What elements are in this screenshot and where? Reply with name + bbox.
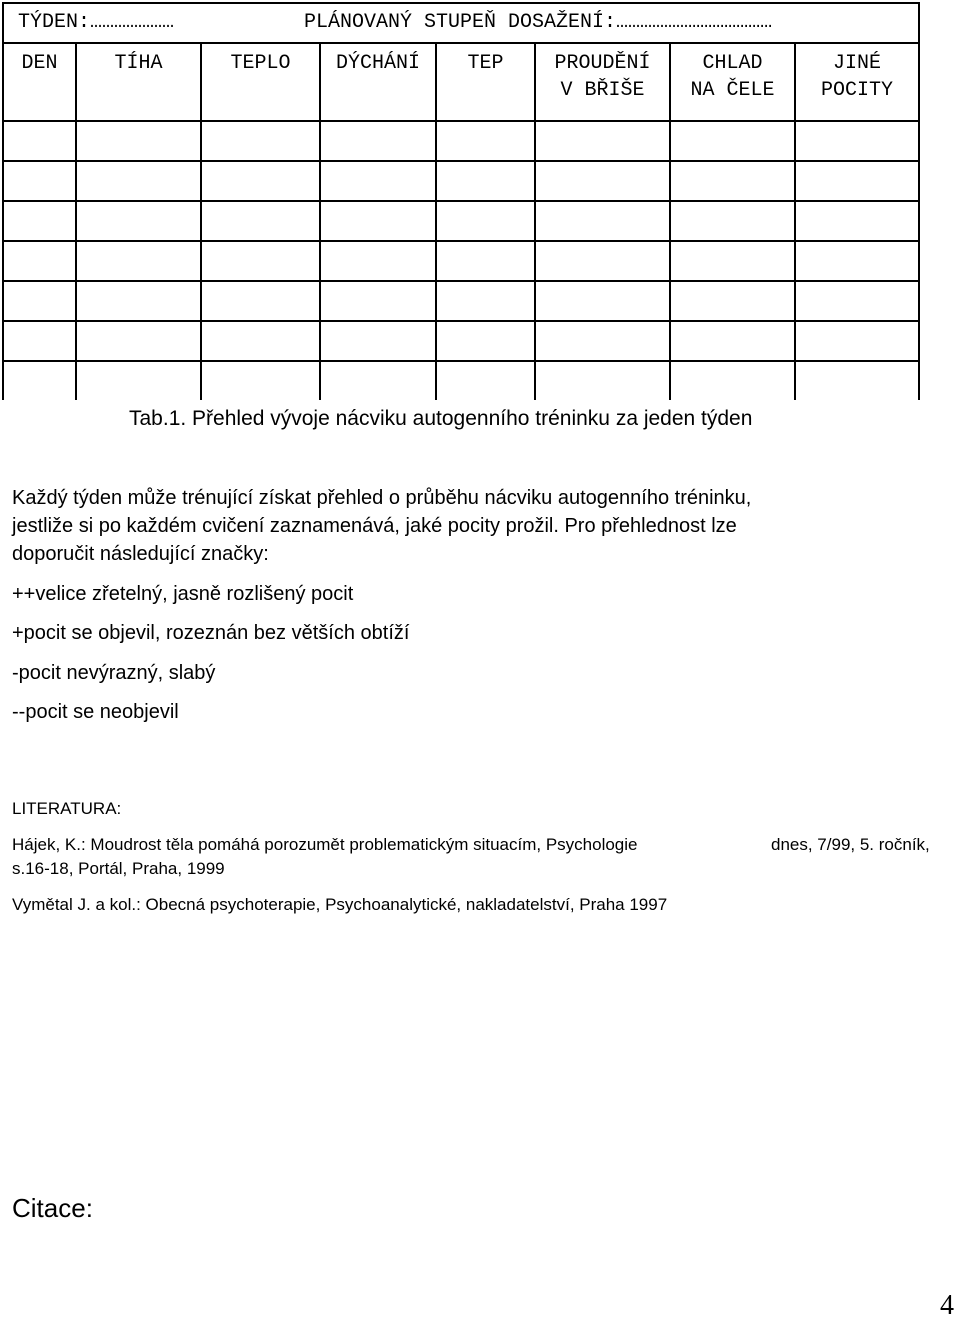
col-header-heaviness: TÍHA bbox=[76, 43, 201, 121]
paragraph-line-2: jestliže si po každém cvičení zaznamenává, jaké pocity prožil. Pro přehlednost lze bbox=[12, 515, 737, 537]
col-header-other-feelings: JINÉ POCITY bbox=[795, 43, 919, 121]
table-row bbox=[3, 161, 919, 201]
week-label: TÝDEN:………………… bbox=[18, 11, 175, 34]
column-header-row bbox=[3, 43, 919, 121]
col-header-warmth: TEPLO bbox=[201, 43, 320, 121]
table-row bbox=[3, 201, 919, 241]
mark-very-clear: ++velice zřetelný, jasně rozlišený pocit bbox=[12, 583, 354, 605]
mark-weak: -pocit nevýrazný, slabý bbox=[12, 662, 216, 684]
goal-label: PLÁNOVANÝ STUPEŇ DOSAŽENÍ:………………………………… bbox=[304, 11, 773, 34]
literature-heading: LITERATURA: bbox=[12, 799, 122, 818]
table-row bbox=[3, 121, 919, 161]
page-number: 4 bbox=[940, 1290, 954, 1321]
table-caption: Tab.1. Přehled vývoje nácviku autogenního tréninku za jeden týden bbox=[129, 407, 753, 430]
reference-2: Vymětal J. a kol.: Obecná psychoterapie, Psychoanalytické, nakladatelství, Praha 1997 bbox=[12, 895, 668, 914]
table-row bbox=[3, 361, 919, 400]
reference-1-pages: s.16-18, Portál, Praha, 1999 bbox=[12, 859, 225, 878]
col-header-day: DEN bbox=[3, 43, 76, 121]
paragraph-line-1: Každý týden může trénující získat přehled o průběhu nácviku autogenního tréninku, bbox=[12, 487, 752, 509]
table-row bbox=[3, 321, 919, 361]
col-header-cool-forehead: CHLAD NA ČELE bbox=[670, 43, 795, 121]
mark-not-appeared: --pocit se neobjevil bbox=[12, 701, 179, 723]
weekly-training-table bbox=[2, 2, 920, 400]
citation-label: Citace: bbox=[12, 1193, 93, 1223]
table-title-row bbox=[3, 3, 919, 43]
paragraph-line-3: doporučit následující značky: bbox=[12, 543, 269, 565]
mark-appeared: +pocit se objevil, rozeznán bez větších obtíží bbox=[12, 622, 410, 644]
col-header-breathing: DÝCHÁNÍ bbox=[320, 43, 436, 121]
table-row bbox=[3, 281, 919, 321]
col-header-abdomen-flow: PROUDĚNÍ V BŘIŠE bbox=[535, 43, 670, 121]
col-header-pulse: TEP bbox=[436, 43, 535, 121]
reference-1-cont: dnes, 7/99, 5. ročník, bbox=[771, 835, 930, 854]
reference-1: Hájek, K.: Moudrost těla pomáhá porozumět problematickým situacím, Psychologie bbox=[12, 835, 638, 854]
table-row bbox=[3, 241, 919, 281]
